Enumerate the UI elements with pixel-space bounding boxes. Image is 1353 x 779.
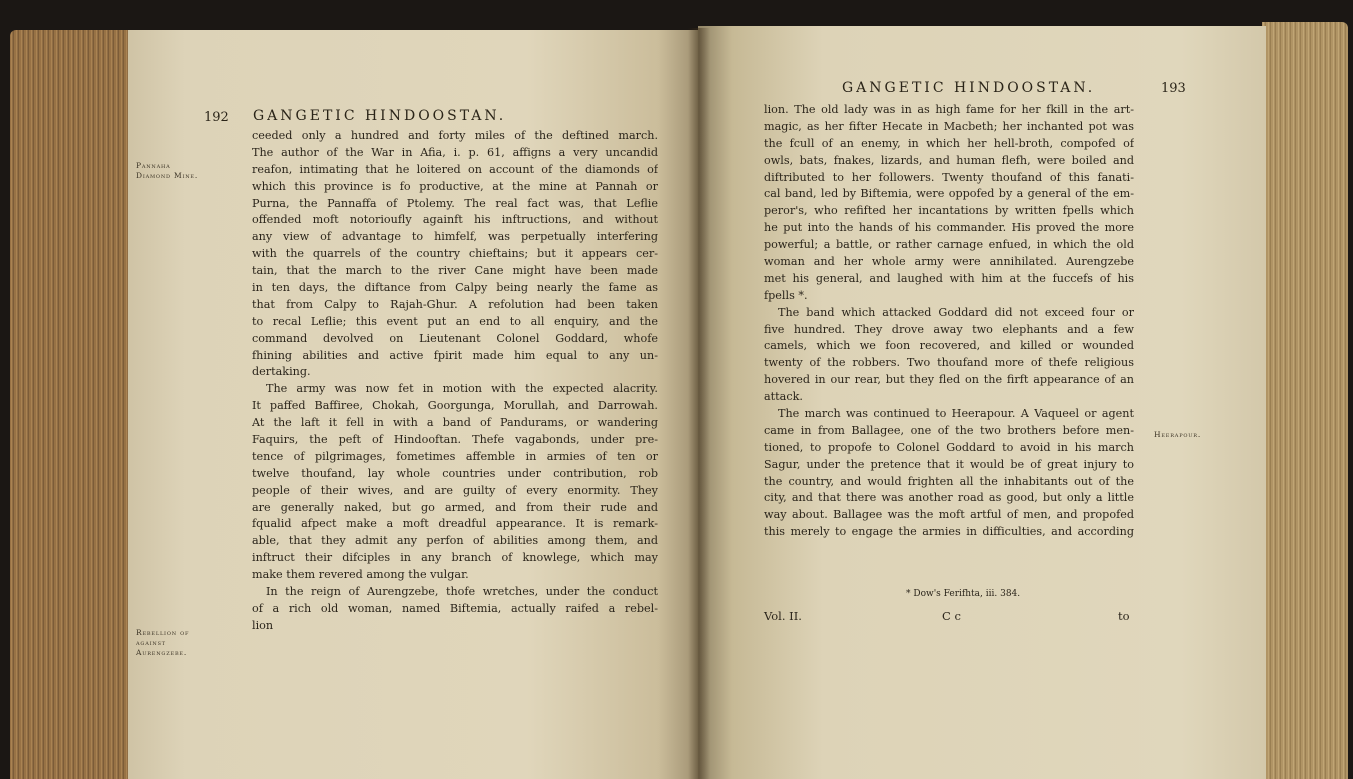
text-line: dertaking. — [252, 365, 311, 379]
text-line: The army was now fet in motion with the expected alacrity. — [266, 382, 658, 396]
text-line: woman and her whole army were annihilated. Aurengzebe — [764, 255, 1134, 269]
text-line: fhining abilities and active fpirit made him equal to any un- — [252, 348, 658, 362]
right-page — [698, 26, 1266, 779]
text-line: people of their wives, and are guilty of every enormity. They — [252, 483, 658, 497]
text-line: In the reign of Aurengzebe, thofe wretches, under the conduct — [266, 585, 658, 599]
text-line: met his general, and laughed with him at the fuccefs of his — [764, 271, 1134, 285]
text-line: magic, as her fifter Hecate in Macbeth; her inchanted pot was — [764, 119, 1134, 133]
text-line: hovered in our rear, but they fled on the firft appearance of an — [764, 373, 1134, 387]
text-line: lion. The old lady was in as high fame for her fkill in the art- — [764, 103, 1134, 116]
text-line: It paffed Baffiree, Chokah, Goorgunga, Morullah, and Darrowah. — [252, 399, 658, 413]
left-running-head: GANGETIC HINDOOSTAN. — [253, 108, 507, 124]
text-line: tain, that the march to the river Cane might have been made — [252, 264, 658, 278]
text-line: the country, and would frighten all the inhabitants out of the — [764, 474, 1134, 488]
left-page-edges — [10, 30, 132, 779]
text-line: five hundred. They drove away two elephants and a few — [764, 322, 1134, 336]
text-line: ceeded only a hundred and forty miles of the deftined march. — [252, 129, 658, 142]
margin-note-heerapour: Heerapour. — [1154, 430, 1202, 439]
margin-note-pannaha: Pannaha Diamond Mine. — [136, 161, 199, 180]
text-line: any view of advantage to himfelf, was perpetually interfering — [252, 230, 658, 244]
text-line: camels, which we foon recovered, and killed or wounded — [764, 339, 1134, 353]
left-page-number: 192 — [204, 110, 229, 125]
text-line: peror's, who refifted her incantations by written fpells which — [764, 204, 1134, 218]
text-line: are generally naked, but go armed, and from their rude and — [252, 500, 658, 514]
signature-mark: C c — [942, 609, 961, 623]
text-line: of a rich old woman, named Biftemia, actually raifed a rebel- — [252, 601, 658, 615]
text-line: Purna, the Pannaffa of Ptolemy. The real fact was, that Leflie — [252, 196, 658, 210]
text-line: diftributed to her followers. Twenty thoufand of this fanati- — [764, 170, 1134, 184]
text-line: attack. — [764, 390, 803, 404]
text-line: to recal Leflie; this event put an end to all enquiry, and the — [252, 314, 658, 328]
text-line: twenty of the robbers. Two thoufand more of thefe religious — [764, 356, 1134, 370]
text-line: command devolved on Lieutenant Colonel Goddard, whofe — [252, 331, 658, 345]
right-page-number: 193 — [1161, 81, 1186, 96]
footnote: * Dow's Ferifhta, iii. 384. — [906, 589, 1021, 599]
text-line: reafon, intimating that he loitered on account of the diamonds of — [252, 162, 658, 176]
text-line: inftruct their difciples in any branch of knowlege, which may — [252, 551, 658, 565]
text-line: The march was continued to Heerapour. A Vaqueel or agent — [778, 407, 1134, 421]
text-line: that from Calpy to Rajah-Ghur. A refolution had been taken — [252, 297, 658, 311]
text-line: in ten days, the diftance from Calpy being nearly the fame as — [252, 281, 658, 295]
text-line: city, and that there was another road as good, but only a little — [764, 491, 1134, 505]
text-line: with the quarrels of the country chieftains; but it appears cer- — [252, 247, 658, 261]
text-line: twelve thoufand, lay whole countries under contribution, rob — [252, 466, 658, 480]
right-page-body — [764, 102, 1134, 541]
text-line: came in from Ballagee, one of the two brothers before men- — [764, 423, 1134, 437]
text-line: offended moft notorioufly againft his inftructions, and without — [252, 213, 658, 227]
text-line: this merely to engage the armies in difficulties, and according — [764, 525, 1134, 539]
text-line: fpells *. — [764, 288, 808, 302]
text-line: Faquirs, the peft of Hindooftan. Thefe vagabonds, under pre- — [252, 433, 658, 447]
margin-note-rebellion: Rebellion of against Aurengzebe. — [136, 628, 190, 657]
catchword: to — [1118, 609, 1130, 623]
text-line: At the laft it fell in with a band of Pandurams, or wandering — [252, 416, 658, 430]
text-line: The author of the War in Afia, i. p. 61, affigns a very uncandid — [252, 145, 658, 159]
text-line: the fcull of an enemy, in which her hell-broth, compofed of — [764, 136, 1134, 150]
right-page-edges — [1262, 22, 1348, 779]
text-line: which this province is fo productive, at the mine at Pannah or — [252, 179, 658, 193]
right-running-head: GANGETIC HINDOOSTAN. — [842, 80, 1096, 96]
text-line: lion — [252, 618, 274, 632]
text-line: way about. Ballagee was the moft artful of men, and propofed — [764, 508, 1134, 522]
text-line: make them revered among the vulgar. — [252, 568, 469, 582]
text-line: able, that they admit any perfon of abilities among them, and — [252, 534, 658, 548]
text-line: tioned, to propofe to Colonel Goddard to avoid in his march — [764, 440, 1134, 454]
left-page — [128, 30, 698, 779]
left-page-body — [252, 128, 658, 635]
text-line: owls, bats, fnakes, lizards, and human flefh, were boiled and — [764, 153, 1134, 167]
text-line: tence of pilgrimages, fometimes affemble in armies of ten or — [252, 449, 658, 463]
text-line: The band which attacked Goddard did not exceed four or — [778, 305, 1134, 319]
text-line: Sagur, under the pretence that it would be of great injury to — [764, 457, 1134, 471]
signature-volume: Vol. II. — [764, 609, 802, 623]
text-line: he put into the hands of his commander. His proved the more — [764, 221, 1134, 235]
text-line: cal band, led by Biftemia, were oppofed by a general of the em- — [764, 187, 1134, 201]
text-line: powerful; a battle, or rather carnage enfued, in which the old — [764, 238, 1134, 252]
book-gutter — [688, 28, 710, 779]
text-line: fqualid afpect make a moft dreadful appearance. It is remark- — [252, 517, 658, 531]
